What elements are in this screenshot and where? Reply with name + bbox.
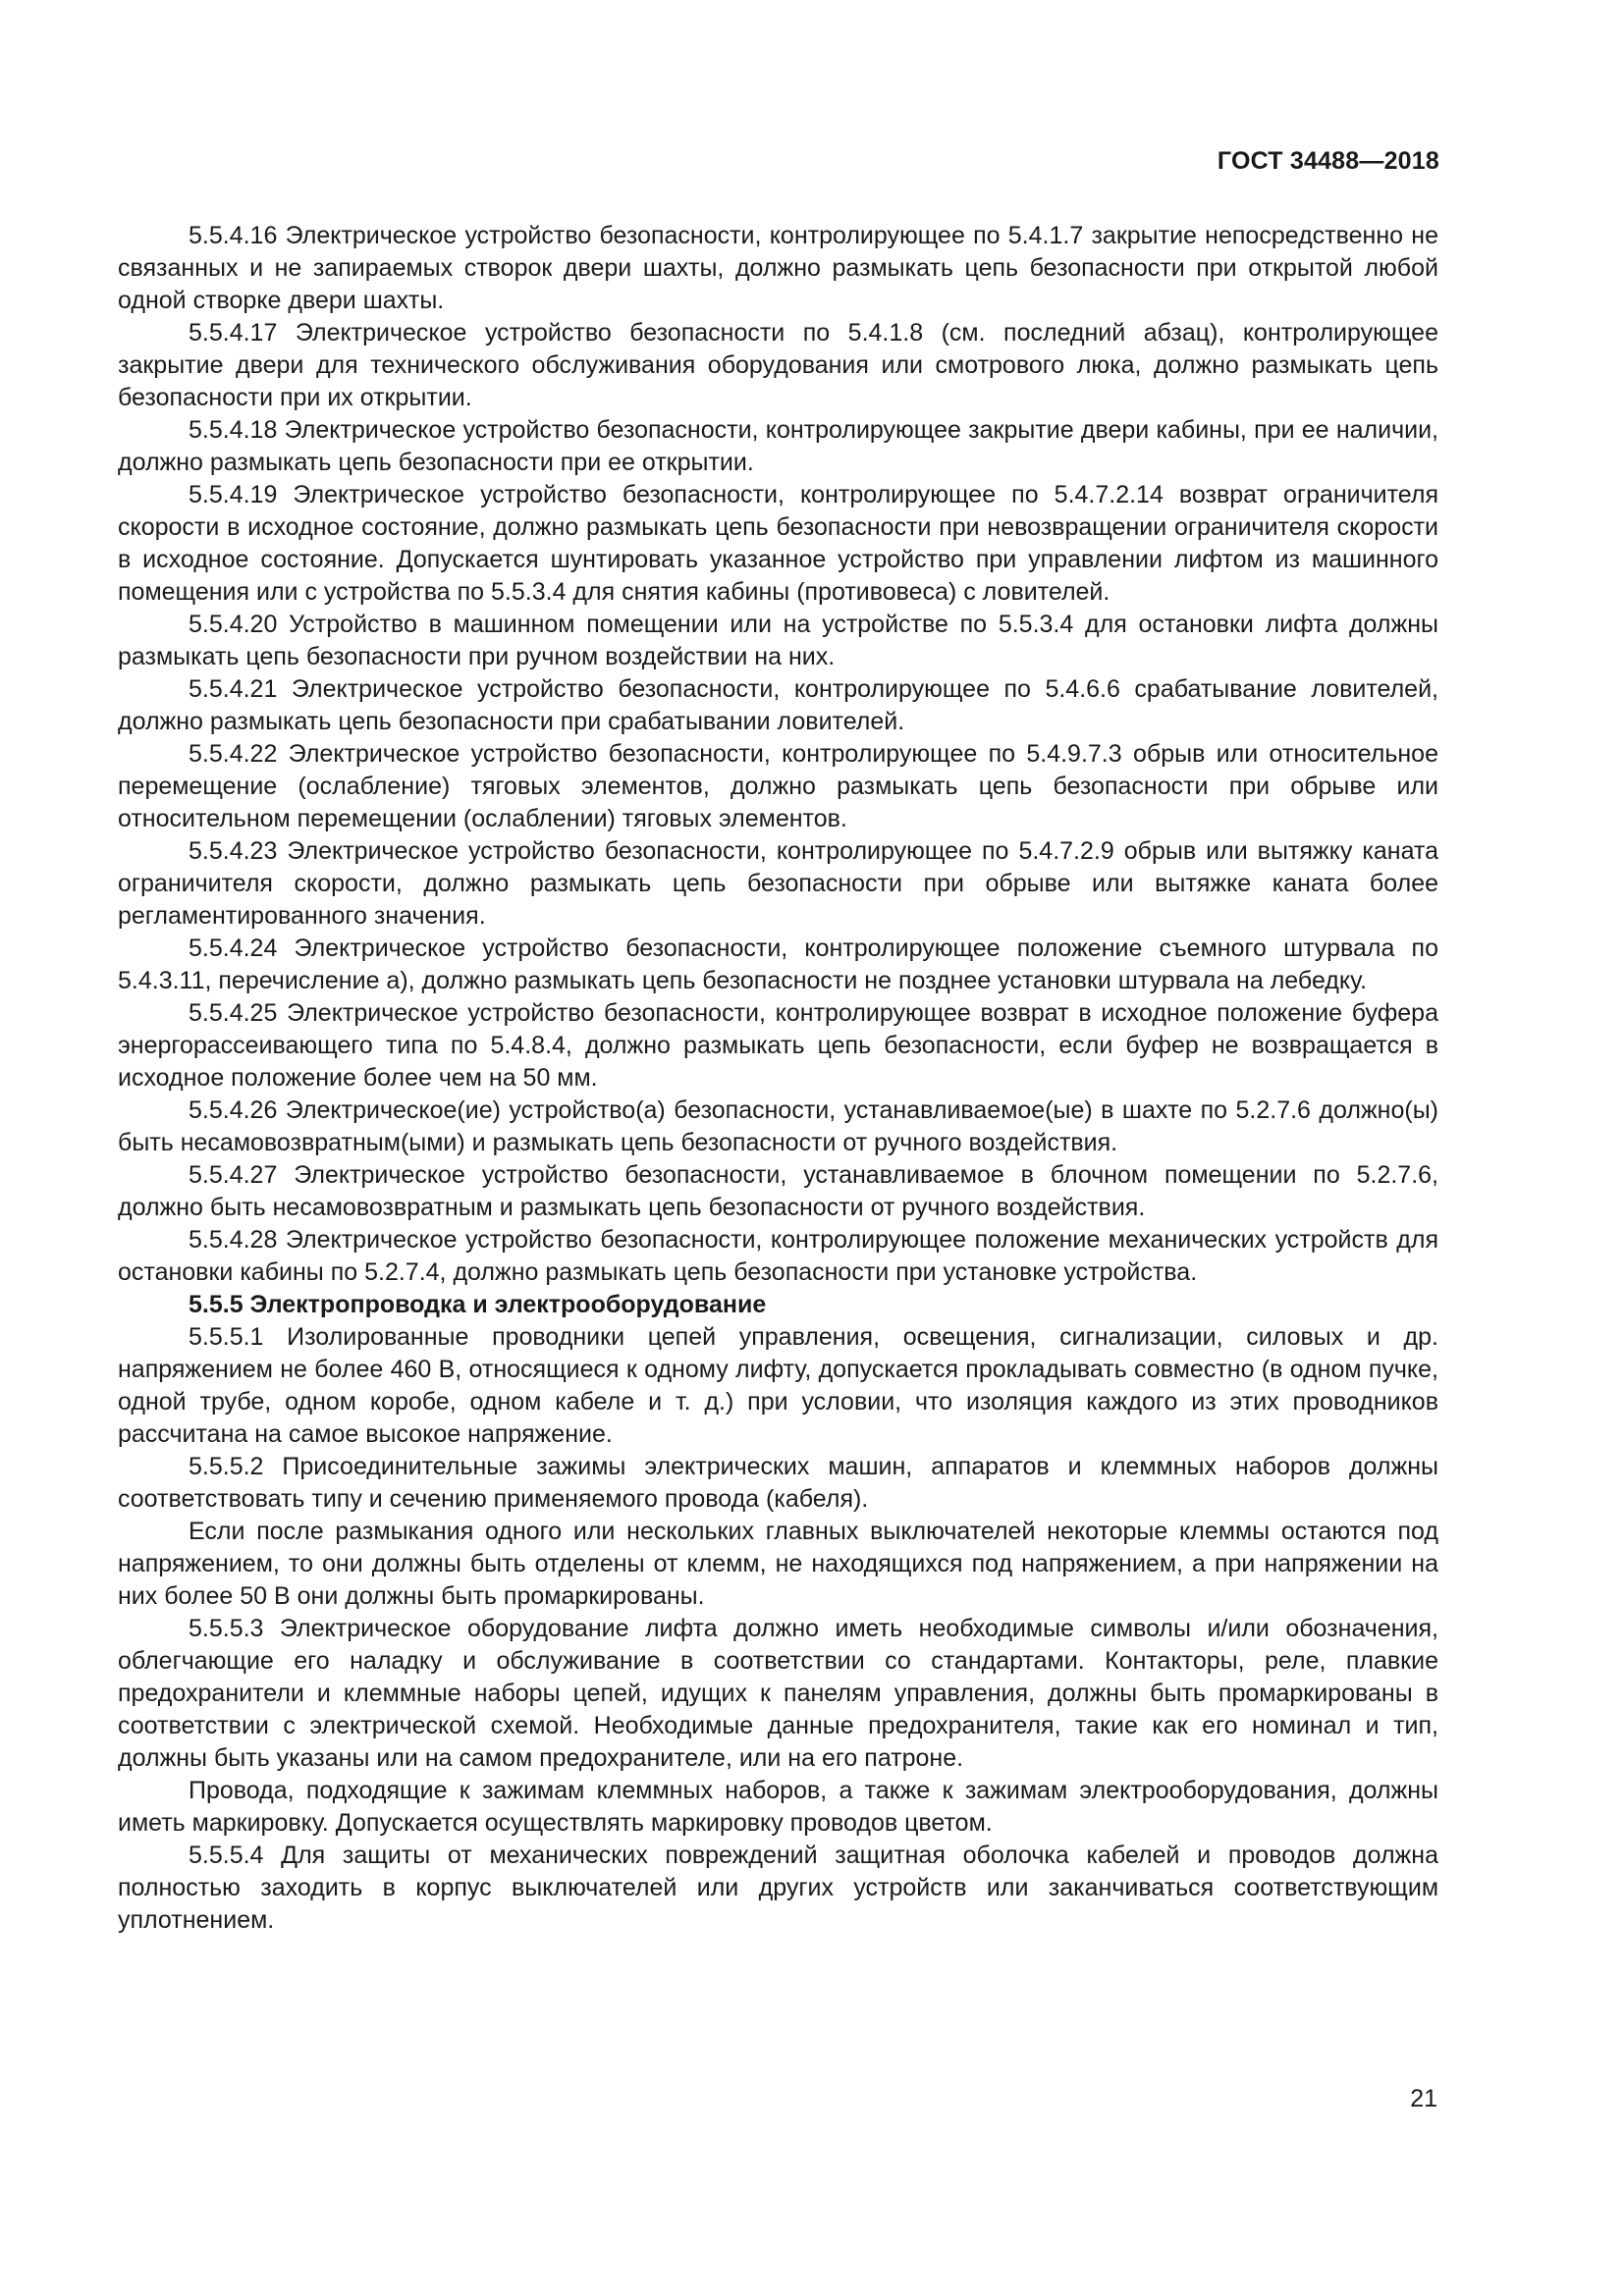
paragraph: Провода, подходящие к зажимам клеммных наборов, а также к зажимам электрооборудования, должны иметь маркировку. Допускается осуществлять маркировку проводов цветом. — [118, 1777, 1438, 1837]
document-body — [118, 220, 1438, 1937]
paragraph: 5.5.4.21 Электрическое устройство безопасности, контролирующее по 5.4.6.6 срабатывание ловителей, должно размыкать цепь безопасности при срабатывании ловителей. — [118, 675, 1438, 735]
paragraph: 5.5.4.23 Электрическое устройство безопасности, контролирующее по 5.4.7.2.9 обрыв или вытяжку каната ограничителя скорости, должно размыкать цепь безопасности при обрыве или вытяжке каната более регламентированного значения. — [118, 837, 1438, 930]
paragraph: 5.5.4.25 Электрическое устройство безопасности, контролирующее возврат в исходное положение буфера энергорассеивающего типа по 5.4.8.4, должно размыкать цепь безопасности, если буфер не возвращается в исходное положение более чем на 50 мм. — [118, 999, 1438, 1092]
paragraph: 5.5.4.24 Электрическое устройство безопасности, контролирующее положение съемного штурвала по 5.4.3.11, перечисление а), должно размыкать цепь безопасности не позднее установки штурвала на лебедку. — [118, 934, 1438, 994]
paragraph: 5.5.5.3 Электрическое оборудование лифта должно иметь необходимые символы и/или обозначения, облегчающие его наладку и обслуживание в соответствии со стандартами. Контакторы, реле, плавкие предохранители и клеммные наборы цепей, идущих к панелям управления, должны быть промаркированы в соответствии с электрической схемой. Необходимые данные предохранителя, такие как его номинал и тип, должны быть указаны или на самом предохранителе, или на его патроне. — [118, 1615, 1438, 1772]
paragraph: 5.5.4.28 Электрическое устройство безопасности, контролирующее положение механических устройств для остановки кабины по 5.2.7.4, должно размыкать цепь безопасности при установке устройства. — [118, 1226, 1438, 1286]
paragraph: 5.5.4.19 Электрическое устройство безопасности, контролирующее по 5.4.7.2.14 возврат ограничителя скорости в исходное состояние, должно размыкать цепь безопасности при невозвращении ограничителя скорости в исходное состояние. Допускается шунтировать указанное устройство при управлении лифтом из машинного помещения или с устройства по 5.5.3.4 для снятия кабины (противовеса) с ловителей. — [118, 481, 1438, 606]
paragraph: 5.5.4.27 Электрическое устройство безопасности, устанавливаемое в блочном помещении по 5.2.7.6, должно быть несамовозвратным и размыкать цепь безопасности от ручного воздействия. — [118, 1161, 1438, 1221]
paragraph: 5.5.5.2 Присоединительные зажимы электрических машин, аппаратов и клеммных наборов должны соответствовать типу и сечению применяемого провода (кабеля). — [118, 1453, 1438, 1513]
page-number: 21 — [1410, 2085, 1437, 2112]
paragraph: Если после размыкания одного или нескольких главных выключателей некоторые клеммы остаются под напряжением, то они должны быть отделены от клемм, не находящихся под напряжением, а при напряжении на них более 50 В они должны быть промаркированы. — [118, 1518, 1438, 1610]
paragraph: 5.5.4.20 Устройство в машинном помещении или на устройстве по 5.5.3.4 для остановки лифта должны размыкать цепь безопасности при ручном воздействии на них. — [118, 611, 1438, 670]
paragraph: 5.5.4.22 Электрическое устройство безопасности, контролирующее по 5.4.9.7.3 обрыв или относительное перемещение (ослабление) тяговых элементов, должно размыкать цепь безопасности при обрыве или относительном перемещении (ослаблении) тяговых элементов. — [118, 740, 1438, 832]
section-heading: 5.5.5 Электропроводка и электрооборудование — [189, 1291, 767, 1318]
paragraph: 5.5.4.18 Электрическое устройство безопасности, контролирующее закрытие двери кабины, при ее наличии, должно размыкать цепь безопасности при ее открытии. — [118, 416, 1438, 476]
document-header: ГОСТ 34488—2018 — [1217, 147, 1439, 175]
paragraph: 5.5.4.26 Электрическое(ие) устройство(а) безопасности, устанавливаемое(ые) в шахте по 5.2.7.6 должно(ы) быть несамовозвратным(ыми) и размыкать цепь безопасности от ручного воздействия. — [118, 1096, 1438, 1156]
paragraph: 5.5.4.17 Электрическое устройство безопасности по 5.4.1.8 (см. последний абзац), контролирующее закрытие двери для технического обслуживания оборудования или смотрового люка, должно размыкать цепь безопасности при их открытии. — [118, 319, 1438, 411]
paragraph: 5.5.4.16 Электрическое устройство безопасности, контролирующее по 5.4.1.7 закрытие непосредственно не связанных и не запираемых створок двери шахты, должно размыкать цепь безопасности при открытой любой одной створке двери шахты. — [118, 222, 1438, 314]
paragraph: 5.5.5.4 Для защиты от механических повреждений защитная оболочка кабелей и проводов должна полностью заходить в корпус выключателей или других устройств или заканчиваться соответствующим уплотнением. — [118, 1842, 1438, 1934]
paragraph: 5.5.5.1 Изолированные проводники цепей управления, освещения, сигнализации, силовых и др. напряжением не более 460 В, относящиеся к одному лифту, допускается прокладывать совместно (в одном пучке, одной трубе, одном коробе, одном кабеле и т. д.) при условии, что изоляция каждого из этих проводников рассчитана на самое высокое напряжение. — [118, 1323, 1438, 1448]
